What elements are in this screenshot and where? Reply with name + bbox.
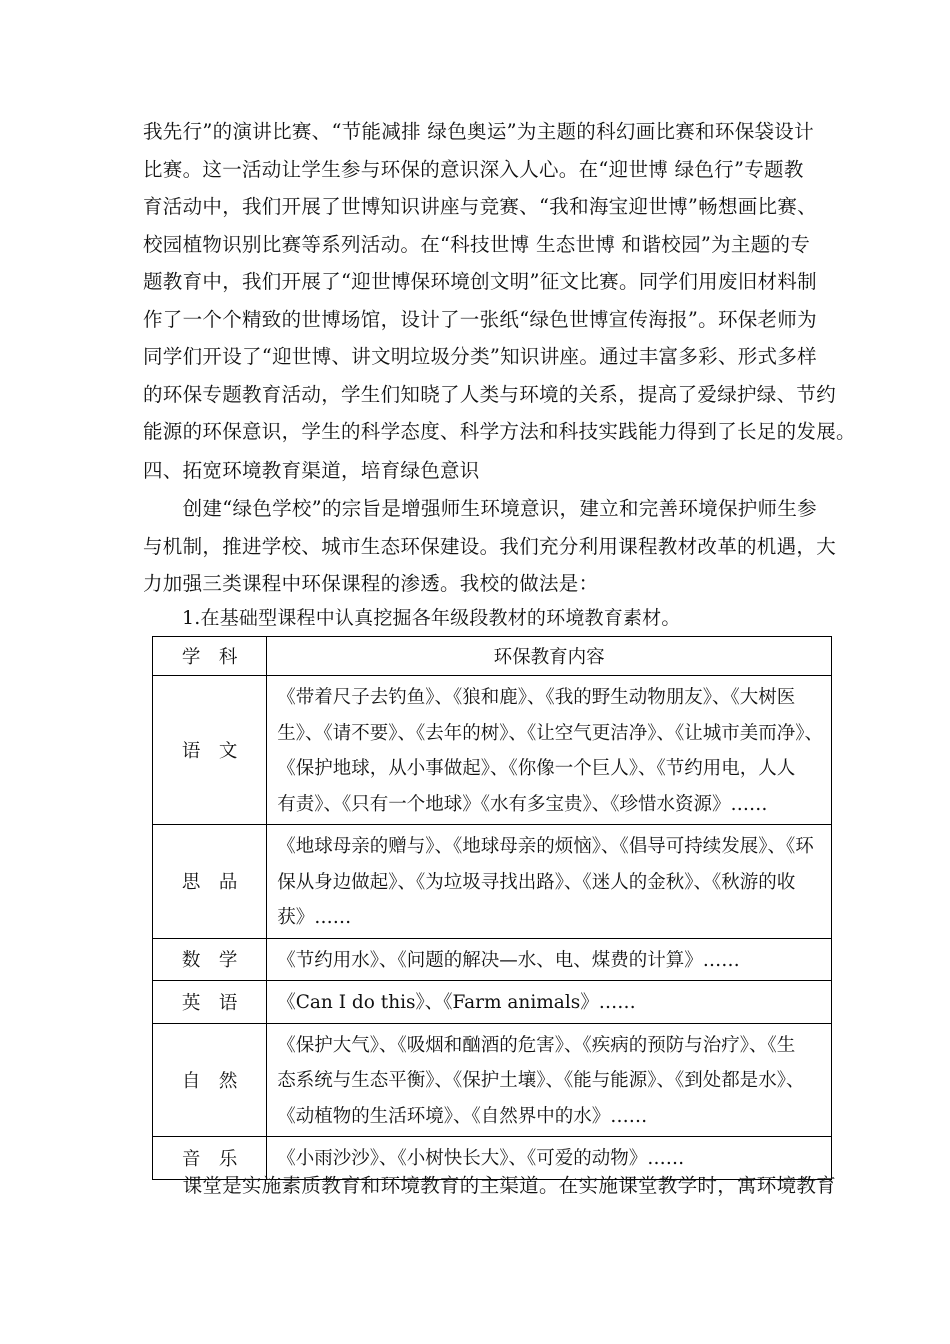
content-line: 《地球母亲的赠与》、《地球母亲的烦恼》、《倡导可持续发展》、《环: [277, 836, 814, 857]
content-line: 获》……: [277, 907, 352, 928]
text-line: 与机制，推进学校、城市生态环保建设。我们充分利用课程教材改革的机遇，大: [143, 534, 837, 558]
text-line: 力加强三类课程中环保课程的渗透。我校的做法是：: [143, 572, 599, 595]
table-row: [153, 676, 832, 825]
content-line: 态系统与生态平衡》、《保护土壤》、《能与能源》、《到处都是水》、: [277, 1070, 805, 1091]
text-line: 校园植物识别比赛等系列活动。在“科技世博 生态世博 和谐校园”为主题的专: [143, 232, 811, 256]
content-line: 《保护大气》、《吸烟和酗酒的危害》、《疾病的预防与治疗》、《生: [277, 1034, 796, 1056]
header-content: 环保教育内容: [267, 637, 832, 676]
content-cell: [267, 981, 832, 1024]
content-line: 《保护地球，从小事做起》、《你像一个巨人》、《节约用电，人人: [277, 758, 796, 779]
subject-cell: 数 学: [153, 938, 267, 981]
curriculum-table: [152, 636, 832, 1180]
text-line: 我先行”的演讲比赛、“节能减排 绿色奥运”为主题的科幻画比赛和环保袋设计: [143, 120, 814, 143]
subject-cell: 音 乐: [153, 1137, 267, 1180]
table-row: [153, 825, 832, 939]
content-line: 保从身边做起》、《为垃圾寻找出路》、《迷人的金秋》、《秋游的收: [277, 871, 796, 893]
content-line: 生》、《请不要》、《去年的树》、《让空气更洁净》、《让城市美而净》、: [277, 722, 823, 744]
section-heading: 四、拓宽环境教育渠道，培育绿色意识: [143, 459, 480, 482]
text-line: 创建“绿色学校”的宗旨是增强师生环境意识，建立和完善环境保护师生参: [143, 497, 817, 520]
table-row: [153, 1023, 832, 1137]
content-line: 《Can I do this》、《Farm animals》……: [277, 992, 636, 1013]
subject-cell: 自 然: [153, 1023, 267, 1137]
paragraph-green-school: [143, 490, 837, 603]
content-line: 《动植物的生活环境》、《自然界中的水》……: [277, 1105, 648, 1127]
content-cell: [267, 825, 832, 939]
text-line: 的环保专题教育活动，学生们知晓了人类与环境的关系，提高了爱绿护绿、节约: [143, 382, 837, 406]
content-cell: [267, 1023, 832, 1137]
subject-cell: 语 文: [153, 676, 267, 825]
content-line: 有责》、《只有一个地球》《水有多宝贵》、《珍惜水资源》……: [277, 793, 768, 815]
text-line: 能源的环保意识，学生的科学态度、科学方法和科技实践能力得到了长足的发展。: [143, 420, 856, 443]
table-header-row: [153, 637, 832, 676]
content-line: 《带着尺子去钓鱼》、《狼和鹿》、《我的野生动物朋友》、《大树医: [277, 687, 796, 708]
content-cell: [267, 676, 832, 825]
list-item-1: 1.在基础型课程中认真挖掘各年级段教材的环境教育素材。: [182, 607, 681, 629]
text-line: 同学们开设了“迎世博、讲文明垃圾分类”知识讲座。通过丰富多彩、形式多样: [143, 345, 817, 368]
table-row: [153, 981, 832, 1024]
content-cell: [267, 938, 832, 981]
content-line: 《节约用水》、《问题的解决—水、电、煤费的计算》……: [277, 949, 740, 971]
text-line: 作了一个个精致的世博场馆，设计了一张纸“绿色世博宣传海报”。环保老师为: [143, 307, 817, 331]
subject-cell: 英 语: [153, 981, 267, 1024]
content-line: 《小雨沙沙》、《小树快长大》、《可爱的动物》……: [277, 1148, 685, 1169]
header-subject: 学 科: [153, 637, 267, 676]
paragraph-environmental-activities: [143, 113, 856, 451]
text-line: 育活动中，我们开展了世博知识讲座与竞赛、“我和海宝迎世博”畅想画比赛、: [143, 195, 817, 218]
subject-cell: 思 品: [153, 825, 267, 939]
text-line: 比赛。这一活动让学生参与环保的意识深入人心。在“迎世博 绿色行”专题教: [143, 157, 804, 181]
text-line: 题教育中，我们开展了“迎世博保环境创文明”征文比赛。同学们用废旧材料制: [143, 270, 817, 293]
paragraph-classroom: 课堂是实施素质教育和环境教育的主渠道。在实施课堂教学时，寓环境教育: [143, 1174, 837, 1197]
table-row: [153, 938, 832, 981]
